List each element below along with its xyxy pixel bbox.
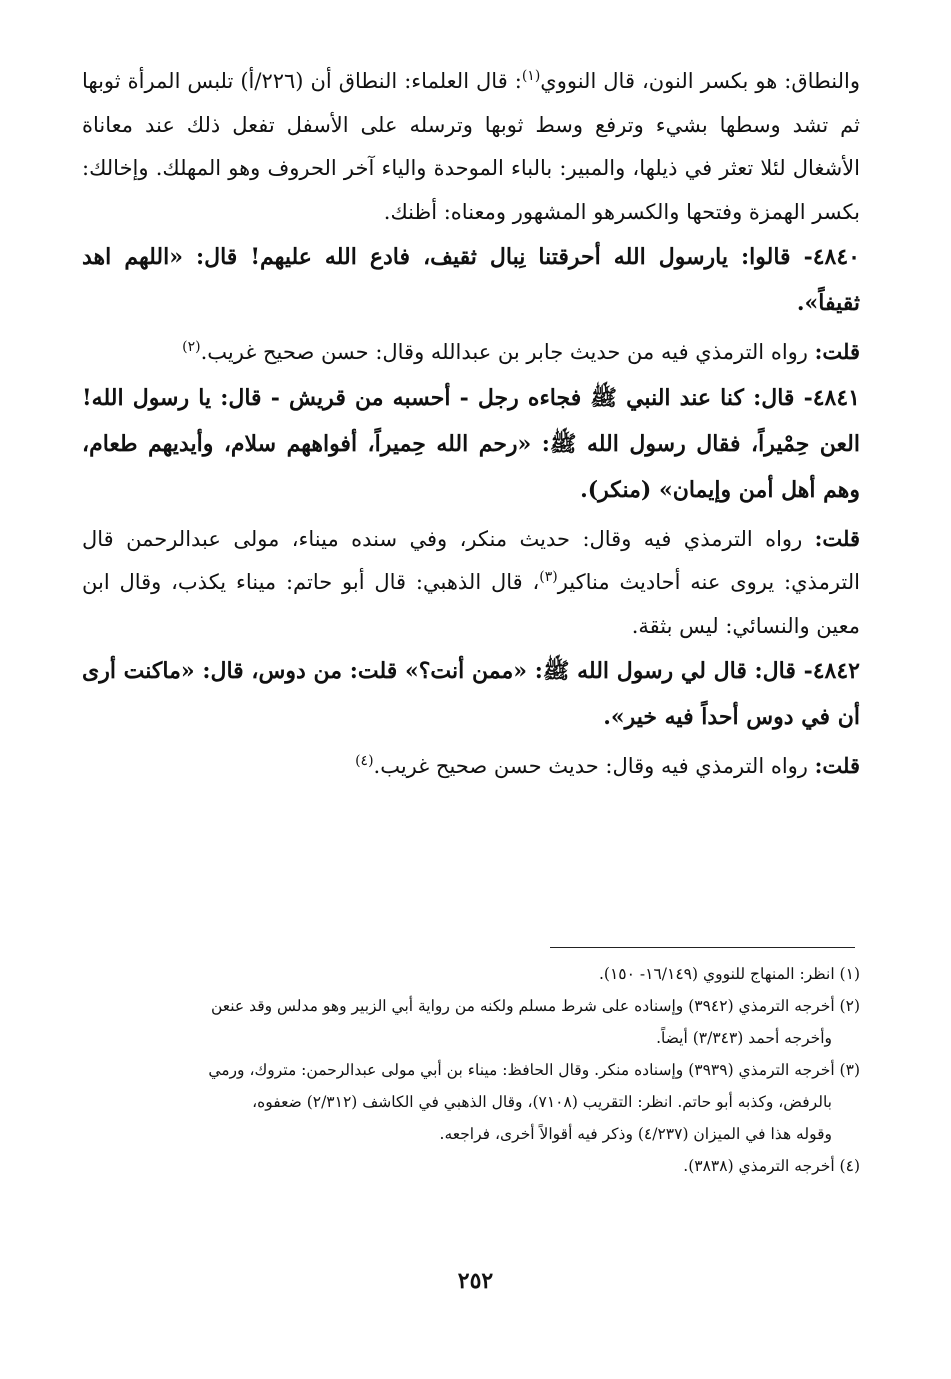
footnote-4: (٤) أخرجه الترمذي (٣٨٣٨).: [683, 1157, 860, 1175]
footnote-ref-2: (٢): [182, 339, 201, 355]
qult-label: قلت:: [814, 753, 860, 778]
commentary-text-b: ، قال الذهبي: قال أبو حاتم: ميناء يكذب، وقال ابن معين والنسائي: ليس بثقة.: [82, 570, 860, 638]
footnotes: [80, 958, 860, 1182]
commentary-4840: [82, 330, 860, 375]
commentary-text: رواه الترمذي فيه وقال: حديث حسن صحيح غريب.: [373, 754, 815, 778]
footnote-separator: [550, 947, 855, 948]
footnote-2: (٢) أخرجه الترمذي (٣٩٤٢) وإسناده على شرط مسلم ولكنه من رواية أبي الزبير وهو مدلس وقد عنعن: [210, 997, 860, 1015]
qult-label: قلت:: [814, 339, 860, 364]
commentary-4841: [82, 517, 860, 649]
footnote-ref-3: (٣): [539, 569, 558, 585]
main-text: [82, 60, 860, 789]
hadith-4842: ٤٨٤٢- قال: قال لي رسول الله ﷺ: «ممن أنت؟» قلت: من دوس، قال: «ماكنت أرى أن في دوس أحداً فيه خير».: [82, 658, 860, 730]
hadith-4840: ٤٨٤٠- قالوا: يارسول الله أحرقتنا نِبال ثقيف، فادع الله عليهم! قال: «اللهم اهد ثقيفاً».: [82, 244, 860, 316]
footnote-3: (٣) أخرجه الترمذي (٣٩٣٩) وإسناده منكر. وقال الحافظ: ميناء بن أبي مولى عبدالرحمن: متروك، ورمي: [208, 1061, 860, 1079]
footnote-3-continued: بالرفض، وكذبه أبو حاتم. انظر: التقريب (٧١٠٨)، وقال الذهبي في الكاشف (٢/٣١٢) ضعفوه،: [252, 1093, 832, 1111]
page-number: ٢٥٢: [457, 1268, 494, 1294]
commentary-text-a: رواه الترمذي فيه وقال: حديث منكر، وفي سنده ميناء، مولى عبدالرحمن قال الترمذي: يروى عنه أحاديث مناكير: [82, 526, 860, 594]
footnote-ref-4: (٤): [355, 753, 374, 769]
glossary-text-b: : قال العلماء: النطاق أن (٢٢٦/أ) تلبس المرأة ثوبها ثم تشد وسطها بشيء وترفع وسط ثوبها وترسله على الأسفل تفعل ذلك عند معاناة الأشغال لئلا تعثر في ذيلها، والمبير: بالباء الموحدة والياء آخر الحروف وهو المهلك. وإخالك: بكسر الهمزة وفتحها والكسرهو المشهور ومعناه: أظنك.: [82, 69, 860, 224]
footnote-3-continued: وقوله هذا في الميزان (٤/٢٣٧) وذكر فيه أقوالاً أخرى، فراجعه.: [439, 1125, 832, 1143]
glossary-text-a: والنطاق: هو بكسر النون، قال النووي: [540, 69, 860, 93]
qult-label: قلت:: [814, 525, 860, 551]
commentary-text: رواه الترمذي فيه من حديث جابر بن عبدالله وقال: حسن صحيح غريب.: [200, 340, 815, 364]
paragraph-glossary: [82, 60, 860, 234]
footnote-1: (١) انظر: المنهاج للنووي (١٦/١٤٩- ١٥٠).: [599, 965, 860, 983]
hadith-4841: ٤٨٤١- قال: كنا عند النبي ﷺ فجاءه رجل - أحسبه من قريش - قال: يا رسول الله! العن حِمْيراً، فقال رسول الله ﷺ: «رحم الله حِميراً، أفواههم سلام، وأيديهم طعام، وهم أهل أمن وإيمان» (منكر).: [82, 384, 860, 503]
footnote-ref-1: (١): [521, 68, 541, 84]
commentary-4842: [82, 744, 860, 789]
footnote-2-continued: وأخرجه أحمد (٣/٣٤٣) أيضاً.: [656, 1029, 832, 1047]
